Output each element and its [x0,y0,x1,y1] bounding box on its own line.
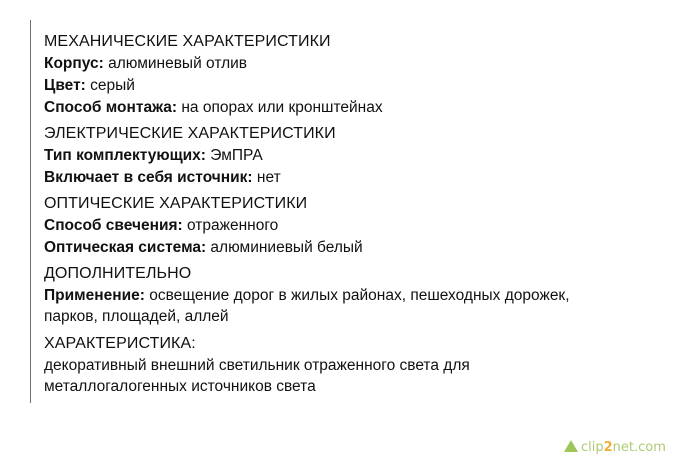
spec-value: ЭмПРА [205,147,263,164]
spec-value: алюминиевый белый [206,239,363,256]
spec-row-application [44,285,604,327]
spec-row-components [44,145,654,167]
spec-label: Тип комплектующих: [44,147,206,164]
spec-row-method [44,215,654,237]
characteristic-heading: ХАРАКТЕРИСТИКА: [44,335,196,352]
clip2net-watermark [564,438,666,456]
electrical-heading: ЭЛЕКТРИЧЕСКИЕ ХАРАКТЕРИСТИКИ [44,125,336,142]
green-arrow-icon [564,440,578,452]
spec-row-source [44,167,654,189]
spec-value: отраженного [182,217,279,234]
optical-heading: ОПТИЧЕСКИЕ ХАРАКТЕРИСТИКИ [44,195,308,212]
spec-label: Включает в себя источник: [44,169,253,186]
mechanical-heading: МЕХАНИЧЕСКИЕ ХАРАКТЕРИСТИКИ [44,33,331,50]
spec-label: Применение: [44,287,145,304]
additional-heading: ДОПОЛНИТЕЛЬНО [44,265,192,282]
watermark-text: clip2net.com [581,439,666,455]
spec-label: Цвет: [44,77,86,94]
spec-row-system [44,237,654,259]
spec-value: серый [85,77,135,94]
spec-value: нет [252,169,281,186]
spec-value: на опорах или кронштейнах [177,99,383,116]
characteristic-text: декоративный внешний светильник отраженного света для металлогалогенных источников света [44,357,470,395]
left-vertical-rule [30,20,31,403]
spec-row-color [44,75,654,97]
spec-label: Способ монтажа: [44,99,178,116]
spec-value: освещение дорог в жилых районах, пешеходных дорожек, парков, площадей, аллей [44,287,570,325]
spec-row-body [44,53,654,75]
spec-value: алюминевый отлив [103,55,248,72]
spec-row-mount [44,97,654,119]
spec-label: Оптическая система: [44,239,207,256]
spec-sheet [44,31,654,397]
spec-label: Способ свечения: [44,217,183,234]
spec-label: Корпус: [44,55,104,72]
